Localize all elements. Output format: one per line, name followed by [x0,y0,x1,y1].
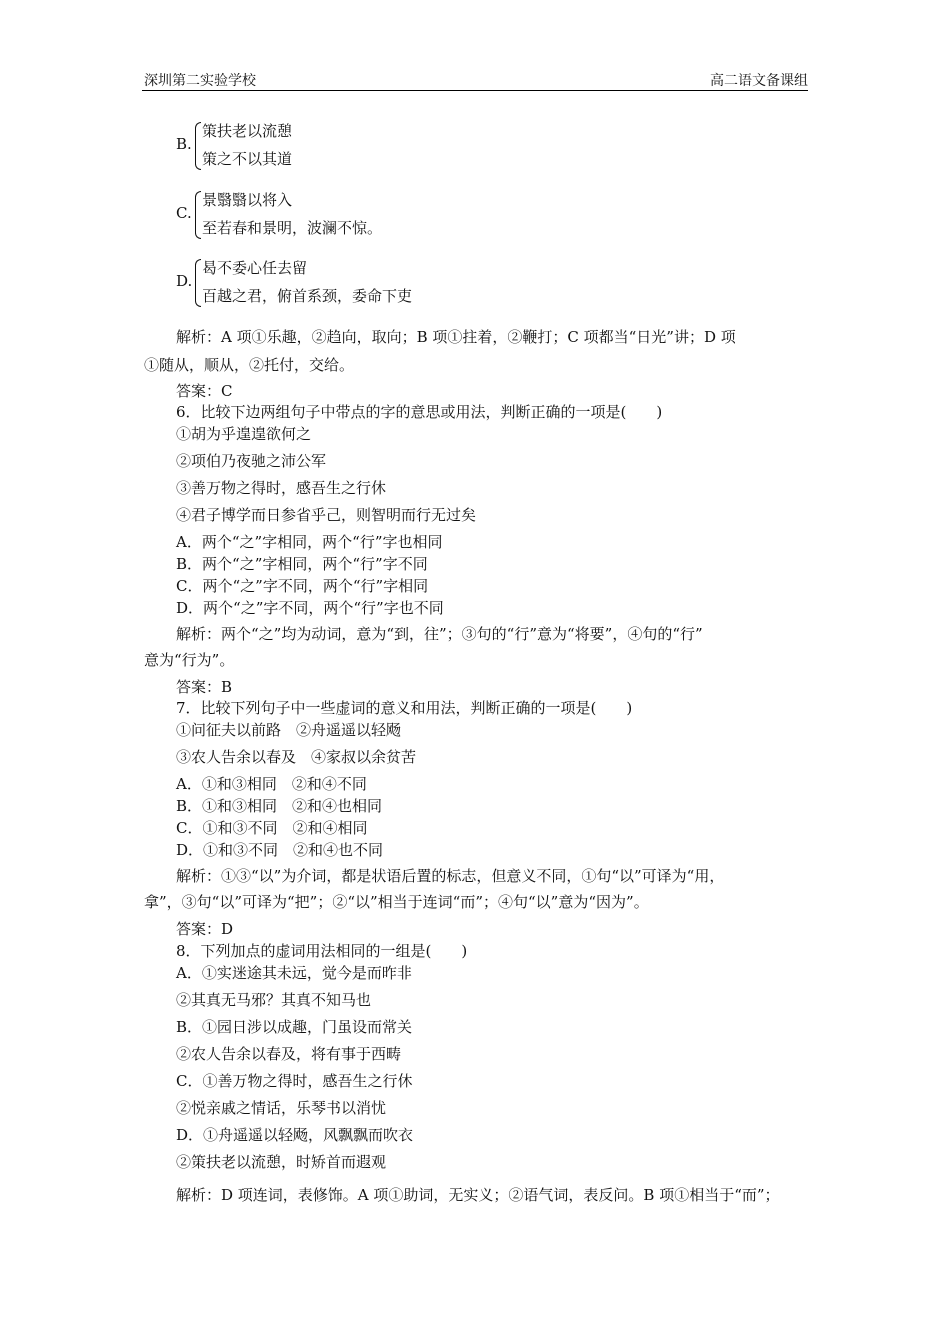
option-b-line2: 策之不以其道 [202,150,293,168]
q6-option-d: D．两个“之”字不同，两个“行”字也不同 [176,599,444,617]
option-d-line2: 百越之君，俯首系颈，委命下吏 [202,287,413,305]
option-c-line1: 景翳翳以将入 [202,191,293,209]
option-c-line2: 至若春和景明，波澜不惊。 [202,219,383,237]
q6-option-a: A．两个“之”字相同，两个“行”字也相同 [176,533,443,551]
q5-answer: 答案：C [176,382,233,400]
q6-explanation-line2: 意为“行为”。 [144,651,235,669]
q6-option-c: C．两个“之”字不同，两个“行”字相同 [176,577,429,595]
q8-explanation-line1: 解析：D 项连词，表修饰。A 项①助词，无实义；②语气词，表反问。B 项①相当于“而”； [176,1186,780,1204]
q5-explanation-line2: ①随从，顺从，②托付，交给。 [144,356,355,374]
q7-stem: 7．比较下列句子中一些虚词的意义和用法，判断正确的一项是( ) [176,699,633,717]
q8-option-c-1: C．①善万物之得时，感吾生之行休 [176,1072,413,1090]
q8-option-d-1: D．①舟遥遥以轻飏，风飘飘而吹衣 [176,1126,414,1144]
option-b-line1: 策扶老以流憩 [202,122,293,140]
q7-sentences-3-4: ③农人告余以春及 ④家叔以余贫苦 [176,748,417,766]
q6-sentence-3: ③善万物之得时，感吾生之行休 [176,479,387,497]
q8-option-a-1: A．①实迷途其未远，觉今是而昨非 [176,964,412,982]
q6-sentence-4: ④君子博学而日参省乎己，则智明而行无过矣 [176,506,477,524]
q7-option-c: C．①和③不同 ②和④相同 [176,819,368,837]
q7-option-b: B．①和③相同 ②和④也相同 [176,797,383,815]
q8-option-a-2: ②其真无马邪？其真不知马也 [176,991,372,1009]
option-b-brace [195,122,201,170]
group-name: 高二语文备课组 [710,73,808,89]
q6-stem: 6．比较下边两组句子中带点的字的意思或用法，判断正确的一项是( ) [176,403,663,421]
option-c-letter: C. [176,204,192,222]
option-b-letter: B. [176,135,192,153]
header-rule [142,90,808,91]
q7-option-d: D．①和③不同 ②和④也不同 [176,841,384,859]
q6-answer: 答案：B [176,678,233,696]
option-c-brace [195,191,201,239]
q8-option-b-2: ②农人告余以春及，将有事于西畴 [176,1045,402,1063]
q5-explanation-line1: 解析：A 项①乐趣，②趋向，取向；B 项①拄着，②鞭打；C 项都当“日光”讲；D 项 [176,328,736,346]
q8-stem: 8．下列加点的虚词用法相同的一组是( ) [176,942,468,960]
q6-explanation-line1: 解析：两个“之”均为动词，意为“到，往”；③句的“行”意为“将要”，④句的“行” [176,625,703,643]
school-name: 深圳第二实验学校 [144,73,256,89]
q8-option-c-2: ②悦亲戚之情话，乐琴书以消忧 [176,1099,387,1117]
q7-option-a: A．①和③相同 ②和④不同 [176,775,367,793]
q8-option-d-2: ②策扶老以流憩，时矫首而遐观 [176,1153,387,1171]
q7-explanation-line1: 解析：①③“以”为介词，都是状语后置的标志，但意义不同，①句“以”可译为“用， [176,867,725,885]
q7-sentences-1-2: ①问征夫以前路 ②舟遥遥以轻飏 [176,721,402,739]
q7-answer: 答案：D [176,920,234,938]
option-d-line1: 曷不委心任去留 [202,259,308,277]
option-d-letter: D. [176,272,193,290]
q7-explanation-line2: 拿”，③句“以”可译为“把”；②“以”相当于连词“而”；④句“以”意为“因为”。 [144,893,649,911]
option-d-brace [195,259,201,307]
q6-sentence-2: ②项伯乃夜驰之沛公军 [176,452,327,470]
q8-option-b-1: B．①园日涉以成趣，门虽设而常关 [176,1018,413,1036]
q6-option-b: B．两个“之”字相同，两个“行”字不同 [176,555,428,573]
q6-sentence-1: ①胡为乎遑遑欲何之 [176,425,312,443]
